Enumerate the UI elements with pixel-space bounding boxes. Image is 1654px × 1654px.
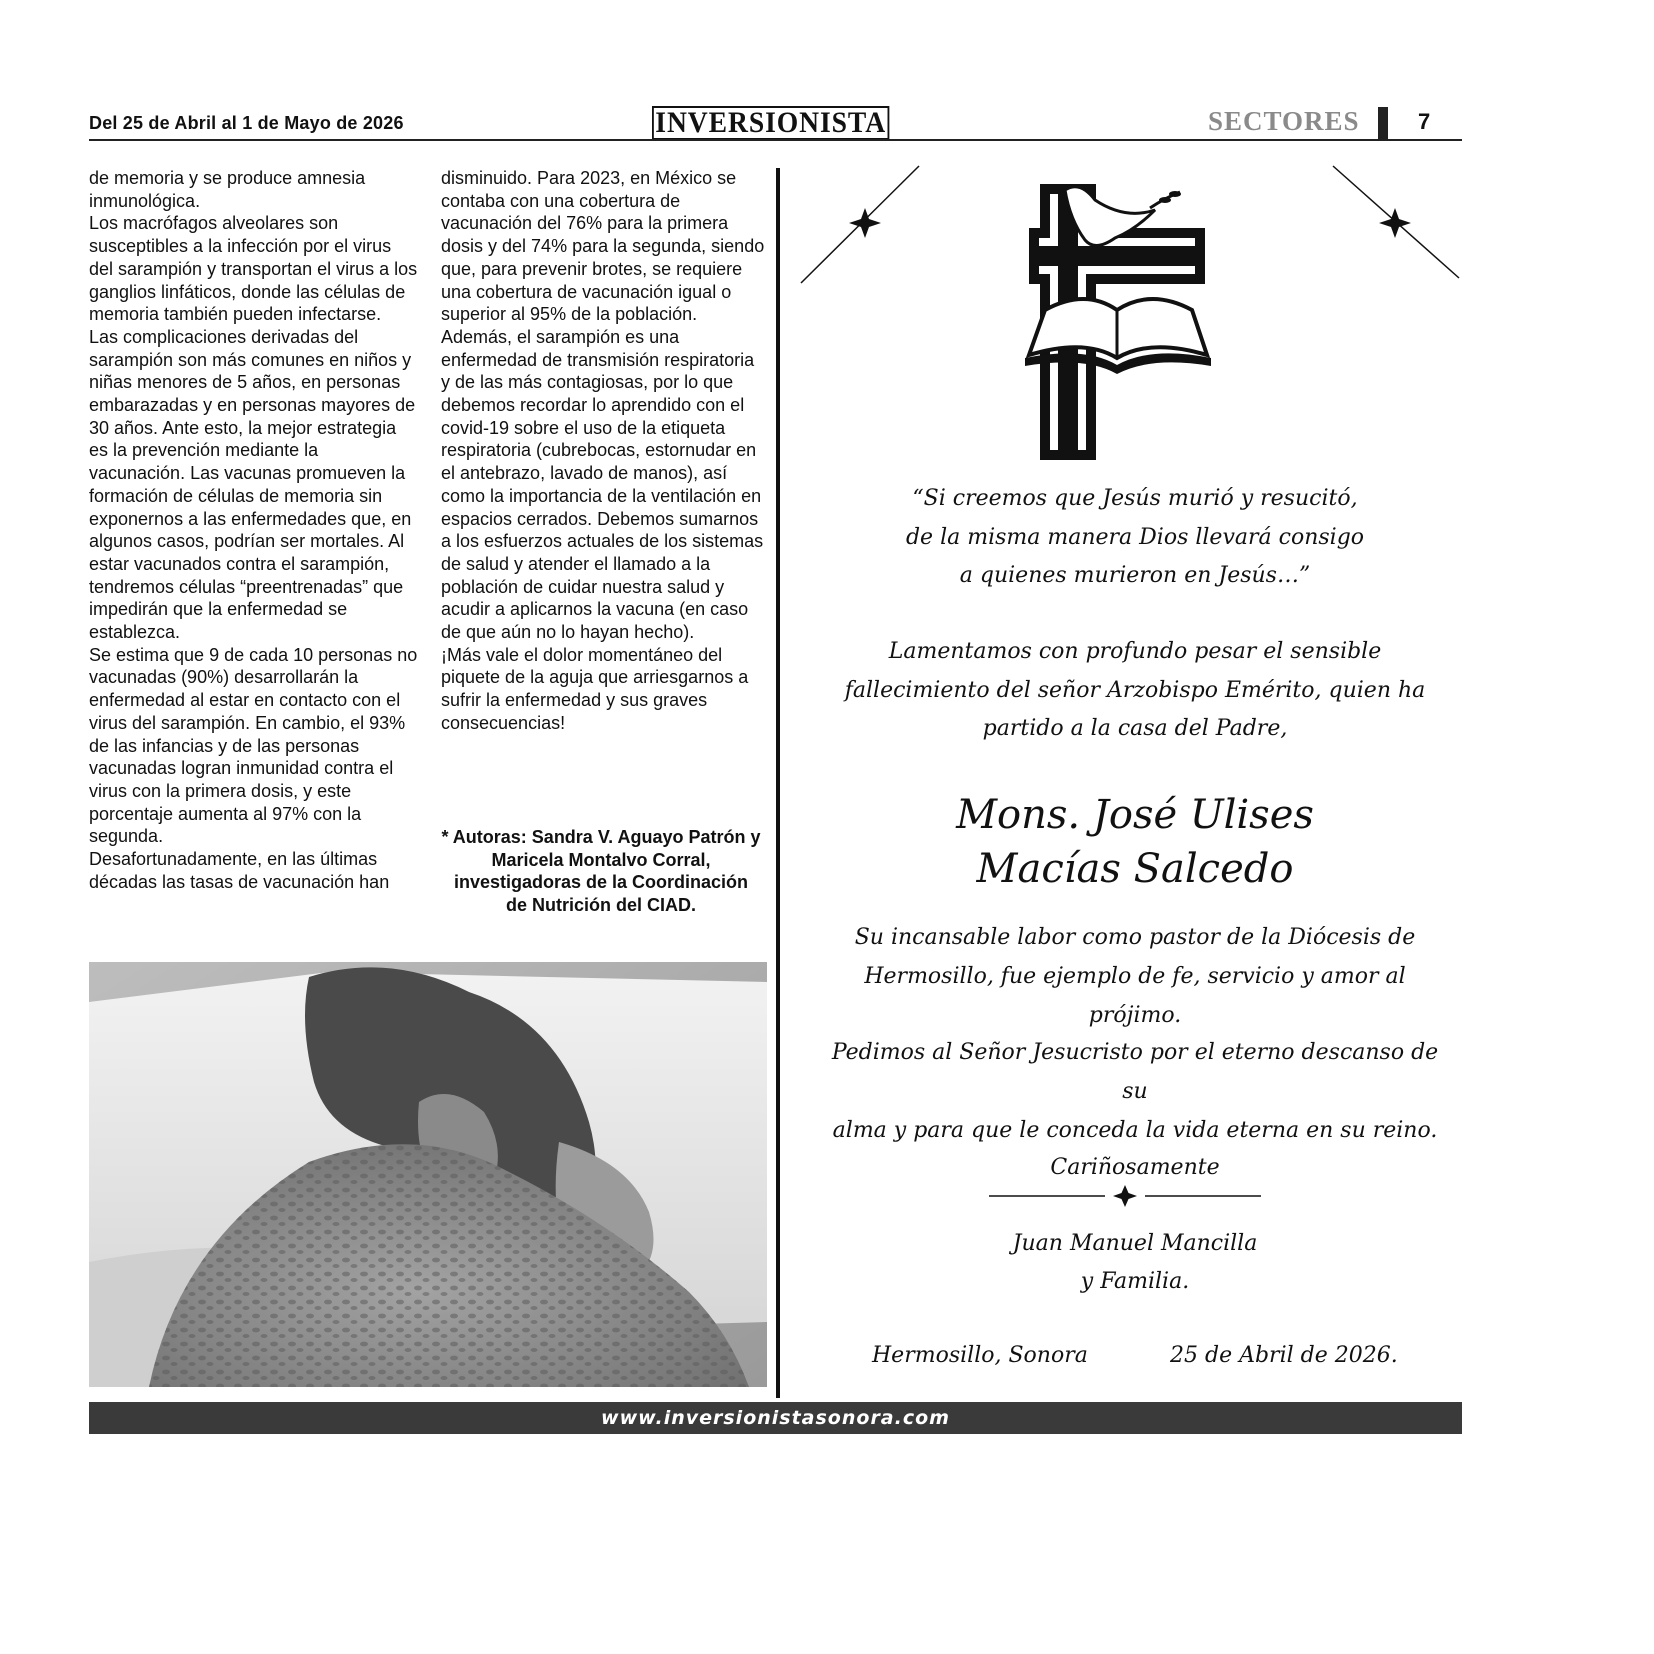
paragraph: disminuido. Para 2023, en México se contaba con una cobertura de vacunación del 76% para la primera dosis y del 74% para la segunda, siendo que, para prevenir brotes, se requiere una cobertura de vacunación igual o superior al 95% de la población. (441, 168, 765, 325)
star-ornament-icon (1113, 1185, 1137, 1207)
paragraph: Los macrófagos alveolares son susceptibles a la infección por el virus del sarampión y transportan el virus a los ganglios linfáticos, donde las células de memoria también pueden infectarse. (89, 213, 418, 325)
paragraph: Además, el sarampión es una enfermedad de transmisión respiratoria y de las más contagiosas, por lo que debemos recordar lo aprendido con el covid-19 sobre el uso de la etiqueta respiratoria (cubrebocas, estornudar en el antebrazo, lavado de manos), así como la importancia de la ventilación en espacios cerrados. Debemos sumarnos a los esfuerzos actuales de los sistemas de salud y atender el llamado a la población de cuidar nuestra salud y acudir a aplicarnos la vacuna (en caso de que aún no lo hayan hecho). (441, 326, 764, 643)
column-divider (776, 168, 780, 1398)
name-line: Macías Salcedo (976, 846, 1294, 892)
deceased-name (820, 788, 1450, 896)
labor-line: Hermosillo, fue ejemplo de fe, servicio y amor al prójimo. (864, 964, 1406, 1028)
header-rule (89, 139, 1462, 141)
newspaper-logo: INVERSIONISTA (652, 106, 889, 140)
obituary-date: 25 de Abril de 2026. (1170, 1343, 1398, 1368)
issue-date: Del 25 de Abril al 1 de Mayo de 2026 (89, 113, 404, 133)
article-column-1 (89, 167, 419, 894)
paragraph: de memoria y se produce amnesia inmunológica. (89, 168, 366, 211)
labor-line: Su incansable labor como pastor de la Diócesis de (854, 925, 1416, 950)
paragraph: ¡Más vale el dolor momentáneo del piquete de la aguja que arriesgarnos a sufrir la enfermedad y sus graves consecuencias! (441, 644, 749, 733)
measles-child-photo (89, 962, 767, 1387)
labor-text (820, 918, 1450, 1035)
condolence-line: fallecimiento del señor Arzobispo Emérito, quien ha (844, 677, 1426, 703)
quote-line: a quienes murieron en Jesús…” (959, 563, 1311, 588)
signature-divider (985, 1184, 1265, 1208)
article-column-2 (441, 167, 767, 735)
name-line: Mons. José Ulises (956, 792, 1314, 838)
photo-illustration (89, 962, 767, 1387)
quote-line: “Si creemos que Jesús murió y resucitó, (912, 486, 1358, 511)
paragraph: Las complicaciones derivadas del sarampión son más comunes en niños y niñas menores de 5 años, en personas embarazadas y en personas mayores de 30 años. Ante esto, la mejor estrategia es la prevención mediante la vacunación. Las vacunas promueven la formación de células de memoria sin exponernos a las enfermedades que, en algunos casos, podrían ser mortales. Al estar vacunados contra el sarampión, tendremos células “preentrenadas” que impedirán que la enfermedad se establezca. (89, 326, 416, 643)
family-line: Juan Manuel Mancilla (1012, 1231, 1258, 1256)
bible-quote (820, 480, 1450, 596)
paragraph: Se estima que 9 de cada 10 personas no vacunadas (90%) desarrollarán la enfermedad al estar en contacto con el virus del sarampión. En cambio, el 93% de las infancias y de las personas vacunadas logran inmunidad contra el virus con la primera dosis, y este porcentaje aumenta al 97% con la segunda. (89, 644, 418, 847)
condolence-line: Lamentamos con profundo pesar el sensible (888, 639, 1382, 664)
quote-line: de la misma manera Dios llevará consigo (905, 524, 1365, 550)
page-number: 7 (1418, 109, 1431, 134)
footer-website[interactable]: www.inversionistasonora.com (89, 1402, 1462, 1434)
obituary-ornaments (795, 160, 1465, 460)
author-credit: * Autoras: Sandra V. Aguayo Patrón y Maricela Montalvo Corral, investigadoras de la Coordinación de Nutrición del CIAD. (441, 827, 761, 916)
condolence-line: partido a la casa del Padre, (982, 716, 1288, 741)
obituary-place: Hermosillo, Sonora (872, 1343, 1088, 1368)
star-ornament-icon (1379, 208, 1411, 238)
prayer-line: alma y para que le conceda la vida eterna en su reino. (832, 1118, 1438, 1143)
family-line: y Familia. (1080, 1269, 1190, 1294)
section-title: SECTORES (1208, 106, 1360, 136)
prayer-text (820, 1033, 1450, 1150)
paragraph: Desafortunadamente, en las últimas décadas las tasas de vacunación han (89, 849, 390, 892)
header-bar (1378, 107, 1388, 140)
signoff: Cariñosamente (1050, 1155, 1220, 1180)
cross-dove-bible-icon (1025, 184, 1211, 460)
prayer-line: Pedimos al Señor Jesucristo por el eterno descanso de su (831, 1040, 1439, 1104)
star-ornament-icon (849, 208, 881, 238)
family-names (820, 1225, 1450, 1301)
condolence-text (820, 633, 1450, 749)
